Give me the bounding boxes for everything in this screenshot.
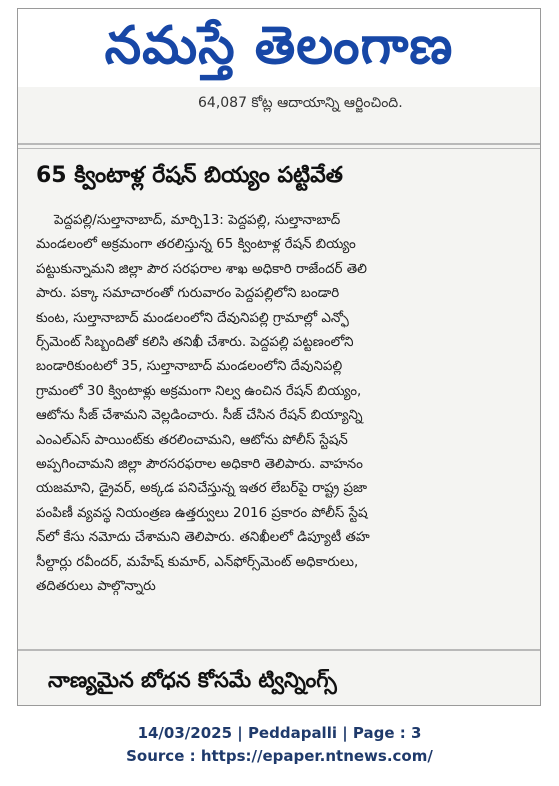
footer-date-edition: 14/03/2025 | Peddapalli | Page : 3 [137, 724, 422, 742]
article-body-line: యజమాని, డ్రైవర్, అక్కడ పనిచేస్తున్న ఇతర లేబర్‌పై రాష్ట్ర ప్రజా [36, 481, 368, 497]
article-body-line: తదితరులు పాల్గొన్నారు [36, 579, 156, 595]
article-body-line: పారు. పక్కా సమాచారంతో గురువారం పెద్దపల్లిలోని బండారి [36, 286, 340, 302]
article-body-line: ర్స్‌మెంట్ సిబ్బందితో కలిసి తనిఖీ చేశారు. పెద్దపల్లి పట్టణంలోని [36, 335, 354, 351]
divider-top [18, 143, 540, 145]
divider-top-thin [18, 148, 540, 149]
article-body [36, 209, 524, 600]
article-body-line: కుంట, సుల్తానాబాద్ మండలంలోని దేవునిపల్లి గ్రామాల్లో ఎన్ఫో [36, 310, 349, 326]
article-body-line: న్‌లో కేసు నమోదు చేశామని తెలిపారు. తనిఖీలలో డిప్యూటీ తహ [36, 530, 370, 546]
previous-article-fragment: 64,087 కోట్ల ఆదాయాన్ని ఆర్జించింది. [198, 95, 403, 111]
article-body-line: అప్పగించామని జిల్లా పౌరసరఫరాల అధికారి తెలిపారు. వాహనం [36, 457, 363, 473]
footer-source: Source : https://epaper.ntnews.com/ [126, 747, 433, 765]
clipping-frame [17, 8, 541, 706]
article-body-line: మండలంలో అక్రమంగా తరలిస్తున్న 65 క్వింటాళ్ల రేషన్ బియ్యం [36, 237, 356, 253]
next-article-headline: నాణ్యమైన బోధన కోసమే ట్విన్నింగ్స్ [48, 668, 337, 692]
article-body-line: బండారికుంటలో 35, సుల్తానాబాద్ మండలంలోని దేవునిపల్లి [36, 359, 343, 375]
article-body-line: పట్టుకున్నామని జిల్లా పౌర సరఫరాల శాఖ అధికారి రాజేందర్ తెలి [36, 261, 367, 277]
article-body-line: ఆటోను సీజ్ చేశామని వెల్లడించారు. సీజ్ చేసిన రేషన్ బియ్యాన్ని [36, 408, 363, 424]
divider-bottom [18, 649, 540, 651]
article-body-line: పంపిణీ వ్యవస్థ నియంత్రణ ఉత్తర్వులు 2016 ప్రకారం పోలీస్ స్టేష [36, 505, 368, 521]
article-body-line: ఎంఎల్ఎస్ పాయింట్‌కు తరలించామని, ఆటోను పోలీస్ స్టేషన్ [36, 432, 348, 448]
article-body-line: గ్రామంలో 30 క్వింటాళ్లు అక్రమంగా నిల్వ ఉంచిన రేషన్ బియ్యం, [36, 383, 362, 399]
newspaper-logo: నమస్తే తెలంగాణ [104, 16, 454, 76]
article-body-line: పెద్దపల్లి/సుల్తానాబాద్, మార్చి13: పెద్దపల్లి, సుల్తానాబాద్ [54, 213, 341, 228]
article-body-line: సీల్దార్లు రవీందర్, మహేష్ కుమార్, ఎన్‌ఫోర్స్‌మెంట్ అధికారులు, [36, 554, 359, 570]
article-headline: 65 క్వింటాళ్ల రేషన్ బియ్యం పట్టివేత [36, 163, 343, 188]
masthead [18, 9, 540, 87]
